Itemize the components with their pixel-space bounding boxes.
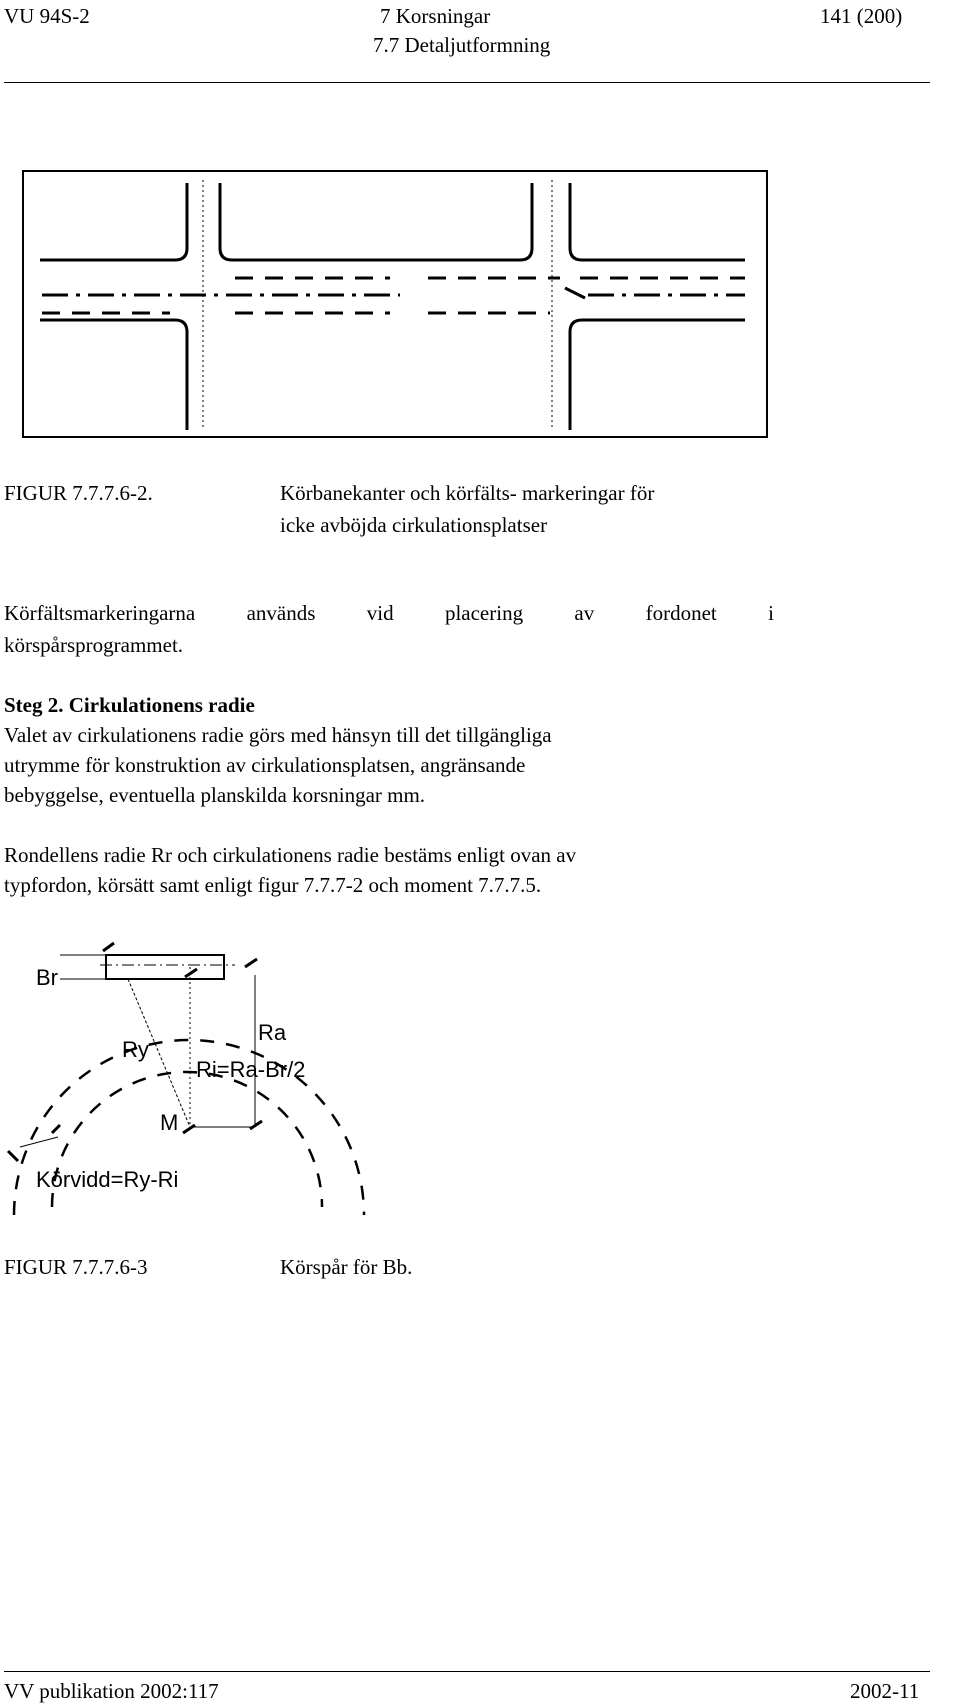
- paragraph1-line1: [4, 598, 774, 628]
- label-korvidd: Körvidd=Ry-Ri: [36, 1167, 179, 1192]
- korvidd-leader: [20, 1137, 58, 1147]
- paragraph1-line2: körspårsprogrammet.: [4, 633, 184, 657]
- label-m: M: [160, 1110, 179, 1135]
- figure1-caption-line1: Körbanekanter och körfälts- markeringar för: [280, 481, 655, 505]
- intersection-diagram: [20, 168, 770, 440]
- paragraph1-word: i: [768, 601, 774, 625]
- paragraph1-word: av: [574, 601, 595, 625]
- footer-date: 2002-11: [850, 1679, 920, 1703]
- header-chapter: 7 Korsningar: [380, 4, 491, 28]
- label-ra: Ra: [258, 1020, 287, 1045]
- paragraph3-line: typfordon, körsätt samt enligt figur 7.7.7-2 och moment 7.7.7.5.: [4, 873, 542, 897]
- label-ry: Ry: [122, 1037, 149, 1062]
- footer-rule: [4, 1671, 930, 1672]
- header-rule: [4, 82, 930, 83]
- diagram-frame: [23, 171, 767, 437]
- paragraph1-word: Körfältsmarkeringarna: [4, 601, 196, 625]
- paragraph1-word: vid: [366, 601, 394, 625]
- header-doc-id: VU 94S-2: [4, 4, 90, 28]
- step2-line: bebyggelse, eventuella planskilda korsningar mm.: [4, 783, 426, 807]
- header-section: 7.7 Detaljutformning: [373, 33, 551, 57]
- paragraph3-line: Rondellens radie Rr och cirkulationens radie bestäms enligt ovan av: [4, 843, 577, 867]
- paragraph1-word: används: [246, 601, 316, 625]
- turning-path-diagram: [0, 925, 380, 1225]
- step2-line: Valet av cirkulationens radie görs med hänsyn till det tillgängliga: [4, 723, 552, 747]
- figure2-caption: Körspår för Bb.: [280, 1255, 413, 1279]
- centre-lines: [203, 180, 552, 428]
- header-page-number: 141 (200): [820, 4, 903, 28]
- step2-line: utrymme för konstruktion av cirkulationsplatsen, angränsande: [4, 753, 526, 777]
- figure1-caption-line2: icke avböjda cirkulationsplatser: [280, 513, 548, 537]
- paragraph1-word: placering: [444, 601, 524, 625]
- step2-heading: Steg 2. Cirkulationens radie: [4, 693, 255, 717]
- figure1-number: FIGUR 7.7.7.6-2.: [4, 481, 153, 505]
- curb-lines: [40, 183, 745, 430]
- figure2-number: FIGUR 7.7.7.6-3: [4, 1255, 148, 1279]
- paragraph1-word: fordonet: [645, 601, 717, 625]
- vehicle-body: [106, 955, 224, 979]
- label-ri: Ri=Ra-Br/2: [196, 1057, 306, 1082]
- footer-publication: VV publikation 2002:117: [4, 1679, 219, 1703]
- label-br: Br: [36, 965, 58, 990]
- lane-markings: [42, 278, 745, 313]
